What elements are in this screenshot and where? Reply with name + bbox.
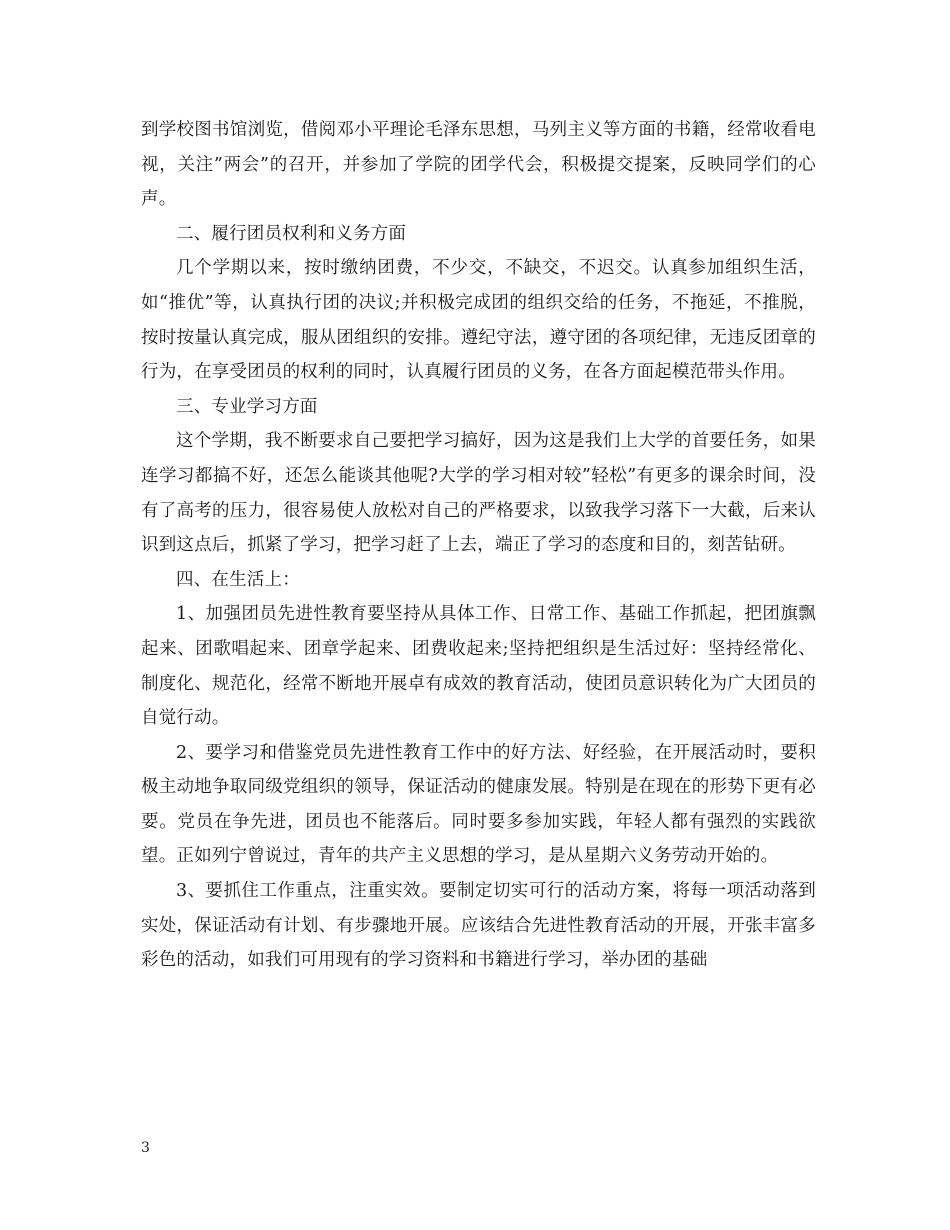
list-item-3: 3、要抓住工作重点，注重实效。要制定切实可行的活动方案，将每一项活动落到实处，保证活动有计划、有步骤地开展。应该结合先进性教育活动的开展，开张丰富多彩色的活动，如我们可用现有的学习资料和书籍进行学习，举办团的基础: [141, 881, 816, 971]
section-heading-4: 四、在生活上：: [176, 569, 300, 590]
list-item-2: 2、要学习和借鉴党员先进性教育工作中的好方法、好经验，在开展活动时，要积极主动地争取同级党组织的领导，保证活动的健康发展。特别是在现在的形势下更有必要。党员在争先进，团员也不能落后。同时要多参加实践，年轻人都有强烈的实践欲望。正如列宁曾说过，青年的共产主义思想的学习，是从星期六义务劳动开始的。: [141, 742, 816, 867]
list-item-1: 1、加强团员先进性教育要坚持从具体工作、日常工作、基础工作抓起，把团旗飘起来、团歌唱起来、团章学起来、团费收起来;坚持把组织是生活过好：坚持经常化、制度化、规范化，经常不断地开展卓有成效的教育活动，使团员意识转化为广大团员的自觉行动。: [141, 604, 816, 729]
paragraph-continuation: 到学校图书馆浏览，借阅邓小平理论毛泽东思想，马列主义等方面的书籍，经常收看电视，关注”两会”的召开，并参加了学院的团学代会，积极提交提案，反映同学们的心声。: [141, 120, 816, 210]
section-heading-2: 二、履行团员权利和义务方面: [176, 223, 407, 244]
section-heading-3: 三、专业学习方面: [176, 396, 318, 417]
paragraph: 这个学期，我不断要求自己要把学习搞好，因为这是我们上大学的首要任务，如果连学习都搞不好，还怎么能谈其他呢?大学的学习相对较”轻松”有更多的课余时间，没有了高考的压力，很容易使人放松对自己的严格要求，以致我学习落下一大截，后来认识到这点后，抓紧了学习，把学习赶了上去，端正了学习的态度和目的，刻苦钻研。: [141, 431, 816, 556]
document-body: [141, 113, 816, 978]
page-number: 3: [141, 1140, 150, 1156]
paragraph: 几个学期以来，按时缴纳团费，不少交，不缺交，不迟交。认真参加组织生活，如“推优”等，认真执行团的决议;并积极完成团的组织交给的任务，不拖延，不推脱，按时按量认真完成，服从团组织的安排。遵纪守法，遵守团的各项纪律，无违反团章的行为，在享受团员的权利的同时，认真履行团员的义务，在各方面起模范带头作用。: [141, 258, 816, 383]
